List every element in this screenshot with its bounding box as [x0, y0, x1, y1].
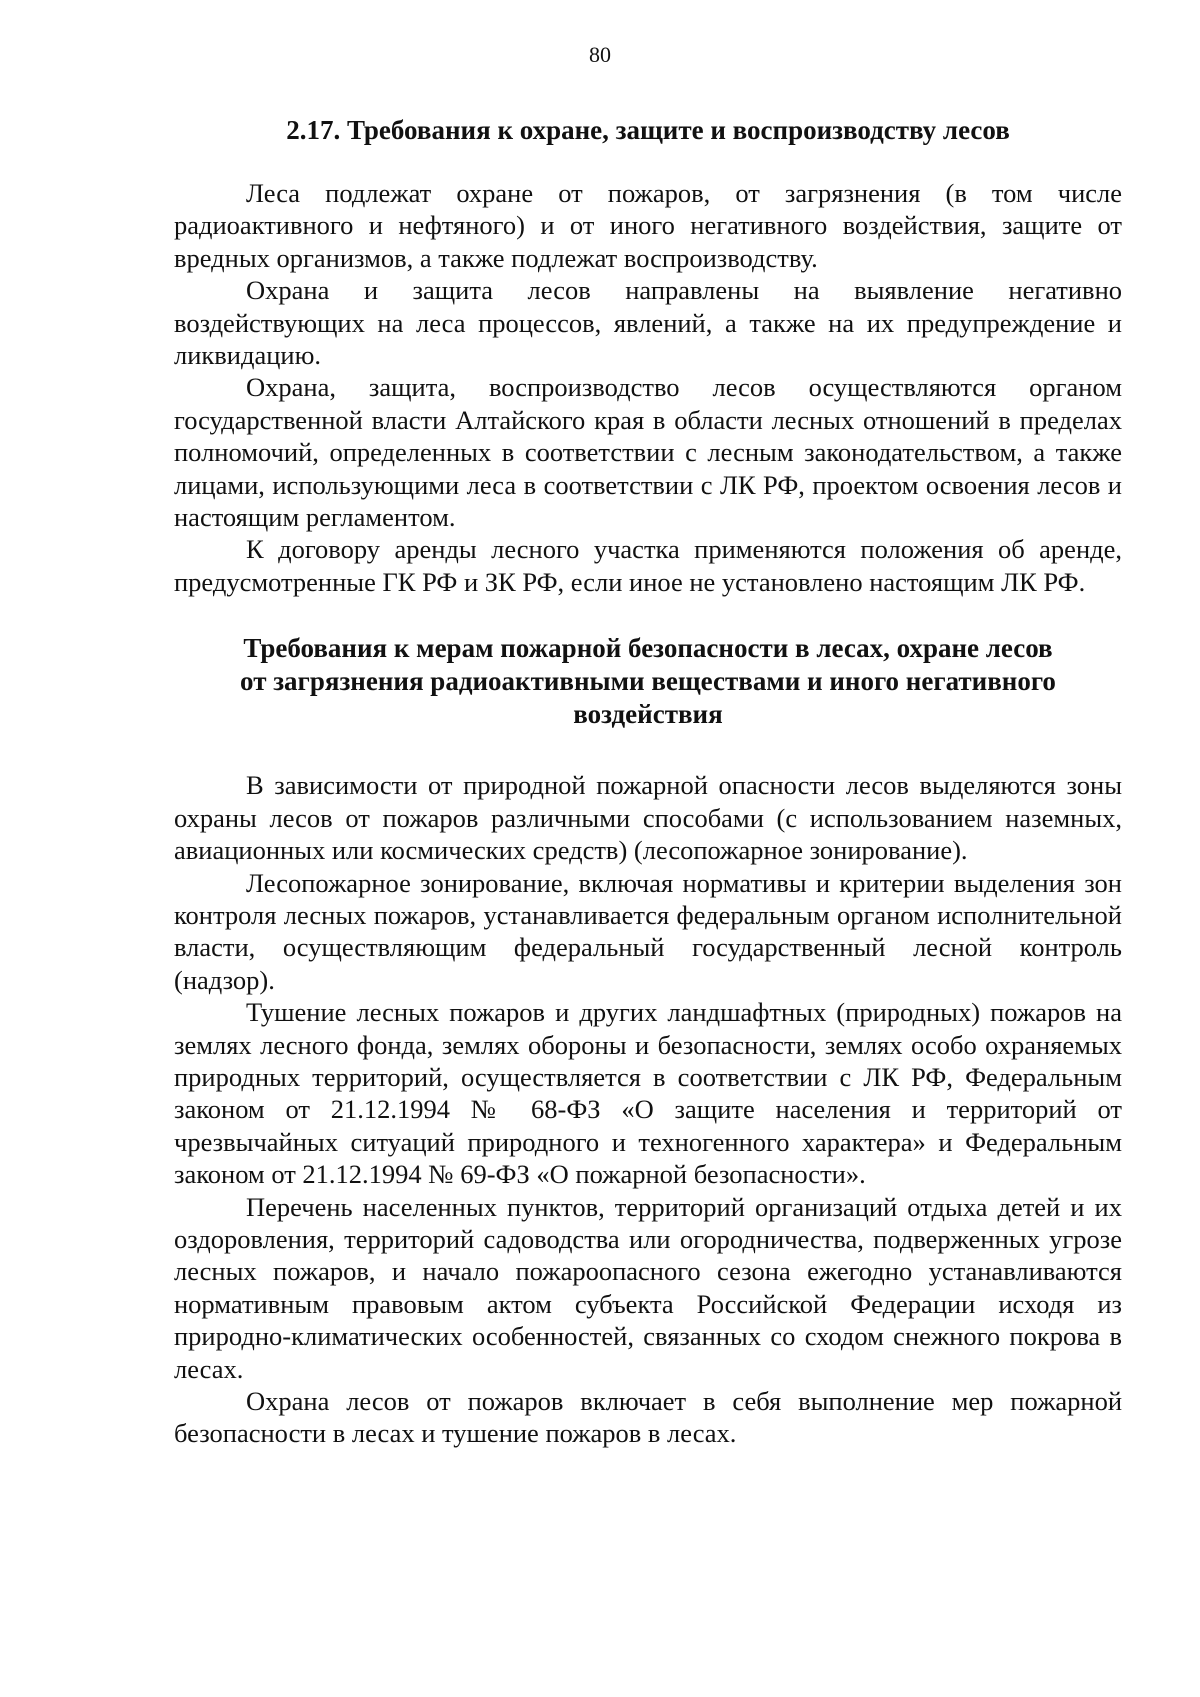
subsection-title: [174, 632, 1122, 731]
paragraph: Охрана лесов от пожаров включает в себя выполнение мер пожарной безопасности в лесах и тушение пожаров в лесах.: [174, 1386, 1122, 1449]
paragraph: К договору аренды лесного участка применяются положения об аренде, предусмотренные ГК РФ и ЗК РФ, если иное не установлено настоящим ЛК РФ.: [174, 534, 1122, 597]
page-content: [174, 114, 1122, 1450]
subsection-body: [174, 769, 1122, 1450]
paragraph: Тушение лесных пожаров и других ландшафтных (природных) пожаров на землях лесного фонда, землях обороны и безопасности, землях особо охраняемых природных территорий, осуществляется в соответствии с ЛК РФ, Федеральным законом от 21.12.1994 № 68-ФЗ «О защите населения и территорий от чрезвычайных ситуаций природного и техногенного характера» и Федеральным законом от 21.12.1994 № 69-ФЗ «О пожарной безопасности».: [174, 997, 1122, 1190]
section-title: 2.17. Требования к охране, защите и воспроизводству лесов: [286, 115, 1010, 145]
paragraph: Перечень населенных пунктов, территорий организаций отдыха детей и их оздоровления, территорий садоводства или огородничества, подверженных угрозе лесных пожаров, и начало пожароопасного сезона ежегодно устанавливаются нормативным правовым актом субъекта Российской Федерации исходя из природно-климатических особенностей, связанных со сходом снежного покрова в лесах.: [174, 1191, 1122, 1384]
paragraph: Охрана и защита лесов направлены на выявление негативно воздействующих на леса процессов, явлений, а также на их предупреждение и ликвидацию.: [174, 275, 1122, 371]
paragraph: Охрана, защита, воспроизводство лесов осуществляются органом государственной власти Алтайского края в области лесных отношений в пределах полномочий, определенных в соответствии с лесным законодательством, а также лицами, использующими леса в соответствии с ЛК РФ, проектом освоения лесов и настоящим регламентом.: [174, 372, 1122, 533]
paragraph: В зависимости от природной пожарной опасности лесов выделяются зоны охраны лесов от пожаров различными способами (с использованием наземных, авиационных или космических средств) (лесопожарное зонирование).: [174, 770, 1122, 866]
subsection-title-line: от загрязнения радиоактивными веществами и иного негативного: [240, 666, 1056, 697]
paragraph: Лесопожарное зонирование, включая нормативы и критерии выделения зон контроля лесных пожаров, устанавливается федеральным органом исполнительной власти, осуществляющим федеральный государственный лесной контроль (надзор).: [174, 867, 1122, 995]
paragraph: Леса подлежат охране от пожаров, от загрязнения (в том числе радиоактивного и нефтяного) и от иного негативного воздействия, защите от вредных организмов, а также подлежат воспроизводству.: [174, 178, 1122, 273]
section-body: [174, 177, 1122, 598]
subsection-title-line: воздействия: [573, 699, 723, 730]
subsection-title-line: Требования к мерам пожарной безопасности в лесах, охране лесов: [243, 633, 1053, 664]
page-number: 80: [589, 42, 611, 67]
